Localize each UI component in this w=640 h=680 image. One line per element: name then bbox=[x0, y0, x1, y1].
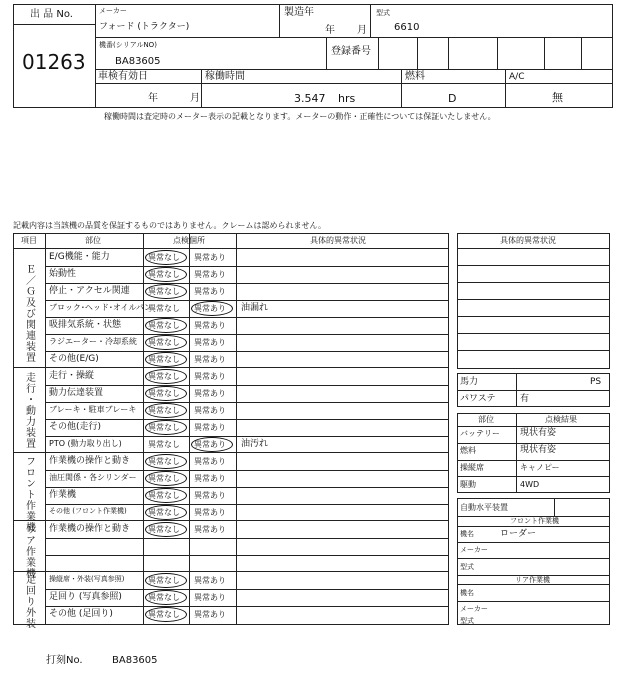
normal-circle-mark bbox=[145, 488, 187, 503]
header-part: 部位 bbox=[85, 236, 101, 245]
hours-note: 稼働時間は査定時のメーター表示の記載となります。メーターの動作・正確性については保証いたしません。 bbox=[104, 112, 496, 121]
rear-implement-title: リア作業機 bbox=[515, 576, 550, 584]
rear-maker-label: メーカー bbox=[460, 605, 488, 613]
row-part-label: E/G機能・能力 bbox=[49, 252, 110, 262]
status-abnormal-option: 異常あり bbox=[194, 610, 226, 619]
serial-value: BA83605 bbox=[115, 56, 161, 67]
status-abnormal-option: 異常あり bbox=[194, 406, 226, 415]
results-result-header: 点検結果 bbox=[545, 415, 577, 424]
normal-circle-mark bbox=[145, 403, 187, 418]
row-part-label: 作業機の操作と動き bbox=[49, 456, 131, 466]
status-normal-option: 異常なし bbox=[148, 321, 180, 330]
rear-model-label: 型式 bbox=[460, 617, 474, 625]
ac-label: A/C bbox=[509, 72, 525, 82]
front-model-label: 型式 bbox=[460, 563, 474, 571]
row-part-label: 操縦席・外装(写真参照) bbox=[49, 575, 125, 583]
status-abnormal-option: 異常あり bbox=[194, 338, 226, 347]
result-fuel-value: 現状有姿 bbox=[520, 445, 557, 455]
status-normal-option: 異常なし bbox=[148, 355, 180, 364]
status-abnormal-option: 異常あり bbox=[194, 508, 226, 517]
normal-circle-mark bbox=[145, 471, 187, 486]
status-abnormal-option: 異常あり bbox=[194, 304, 226, 313]
normal-circle-mark bbox=[145, 522, 187, 537]
stamp-label: 打刻No. bbox=[46, 655, 83, 666]
right-detail-box bbox=[457, 233, 610, 369]
power-steering-value: 有 bbox=[520, 394, 530, 404]
normal-circle-mark bbox=[145, 386, 187, 401]
status-normal-option: 異常なし bbox=[148, 576, 180, 585]
result-drive-label: 駆動 bbox=[460, 480, 476, 489]
row-detail: 油汚れ bbox=[241, 439, 269, 449]
status-normal-option: 異常なし bbox=[148, 457, 180, 466]
abnormal-circle-mark bbox=[191, 437, 233, 452]
normal-circle-mark bbox=[145, 352, 187, 367]
status-abnormal-option: 異常あり bbox=[194, 525, 226, 534]
right-detail-header: 具体的異常状況 bbox=[500, 236, 556, 245]
status-abnormal-option: 異常あり bbox=[194, 593, 226, 602]
header-item: 項目 bbox=[21, 236, 37, 245]
normal-circle-mark bbox=[145, 335, 187, 350]
status-abnormal-option: 異常あり bbox=[194, 355, 226, 364]
fuel-value: D bbox=[448, 92, 457, 105]
maker-value: フォード (トラクター) bbox=[99, 22, 190, 32]
status-normal-option: 異常なし bbox=[148, 338, 180, 347]
normal-circle-mark bbox=[145, 369, 187, 384]
normal-circle-mark bbox=[145, 505, 187, 520]
row-detail: 油漏れ bbox=[241, 303, 269, 313]
normal-circle-mark bbox=[145, 573, 187, 588]
status-normal-option: 異常なし bbox=[148, 270, 180, 279]
row-part-label: 停止・アクセル関連 bbox=[49, 286, 130, 296]
group-title-front: フロント作業機 bbox=[23, 456, 35, 533]
front-maker-label: メーカー bbox=[460, 546, 488, 554]
header-inspection: 点検個所 bbox=[173, 236, 205, 245]
row-part-label: 作業機の操作と動き bbox=[49, 524, 131, 534]
auto-leveling-label: 自動水平装置 bbox=[460, 503, 508, 512]
row-part-label: ラジエーター・冷却系統 bbox=[49, 337, 137, 346]
serial-label: 機番(シリアルNO) bbox=[99, 41, 157, 49]
status-abnormal-option: 異常あり bbox=[194, 372, 226, 381]
result-fuel-label: 燃料 bbox=[460, 446, 476, 455]
row-part-label: 足回り (写真参照) bbox=[49, 592, 122, 602]
rear-name-label: 機名 bbox=[460, 589, 474, 597]
row-part-label: その他(走行) bbox=[49, 422, 102, 432]
lot-number: 01263 bbox=[22, 50, 86, 74]
status-normal-option: 異常なし bbox=[148, 525, 180, 534]
registration-label: 登録番号 bbox=[331, 46, 371, 57]
status-normal-option: 異常なし bbox=[148, 406, 180, 415]
status-abnormal-option: 異常あり bbox=[194, 423, 226, 432]
lot-label: 出 品 No. bbox=[30, 9, 73, 20]
result-battery-label: バッテリー bbox=[460, 429, 500, 438]
row-part-label: 作業機 bbox=[49, 490, 77, 500]
row-part-label: その他(E/G) bbox=[49, 354, 99, 364]
disclaimer: 記載内容は当該機の品質を保証するものではありません。クレームは認められません。 bbox=[13, 221, 326, 230]
status-abnormal-option: 異常あり bbox=[194, 253, 226, 262]
horsepower-label: 馬力 bbox=[460, 377, 479, 387]
normal-circle-mark bbox=[145, 590, 187, 605]
status-normal-option: 異常なし bbox=[148, 253, 180, 262]
front-implement-title: フロント作業機 bbox=[510, 517, 559, 525]
abnormal-circle-mark bbox=[191, 301, 233, 316]
year-label: 製造年 bbox=[284, 7, 314, 18]
result-cab-value: キャノピー bbox=[520, 463, 560, 472]
group-title-rear: リア作業機 bbox=[23, 524, 35, 579]
result-drive-value: 4WD bbox=[520, 480, 540, 489]
status-abnormal-option: 異常あり bbox=[194, 457, 226, 466]
status-normal-option: 異常なし bbox=[148, 287, 180, 296]
normal-circle-mark bbox=[145, 454, 187, 469]
model-value: 6610 bbox=[394, 22, 420, 33]
status-normal-option: 異常なし bbox=[148, 423, 180, 432]
fuel-label: 燃料 bbox=[405, 71, 425, 82]
inspection-month-unit: 月 bbox=[190, 93, 200, 104]
group-title-drive: 走行・動力装置 bbox=[23, 372, 35, 449]
status-abnormal-option: 異常あり bbox=[194, 440, 226, 449]
row-part-label: ブレーキ・駐車ブレーキ bbox=[49, 405, 137, 414]
status-normal-option: 異常なし bbox=[148, 491, 180, 500]
group-title-undercarriage: 足回り外装 bbox=[23, 574, 35, 629]
status-normal-option: 異常なし bbox=[148, 610, 180, 619]
hours-label: 稼働時間 bbox=[205, 71, 245, 82]
status-normal-option: 異常なし bbox=[148, 593, 180, 602]
status-abnormal-option: 異常あり bbox=[194, 321, 226, 330]
result-battery-value: 現状有姿 bbox=[520, 428, 557, 438]
status-abnormal-option: 異常あり bbox=[194, 576, 226, 585]
hours-value: 3.547 bbox=[294, 92, 326, 105]
row-part-label: ブロック･ヘッド･オイルパン bbox=[49, 303, 152, 312]
power-steering-label: パワステ bbox=[460, 394, 496, 404]
status-abnormal-option: 異常あり bbox=[194, 287, 226, 296]
hours-unit: hrs bbox=[338, 92, 356, 105]
inspection-label: 車検有効日 bbox=[98, 71, 148, 82]
normal-circle-mark bbox=[145, 318, 187, 333]
group-title-engine: Ｅ／Ｇ及び関連装置 bbox=[23, 264, 35, 363]
row-part-label: 始動性 bbox=[49, 269, 77, 279]
result-cab-label: 操縦席 bbox=[460, 463, 484, 472]
month-unit: 月 bbox=[357, 25, 367, 36]
front-name-label: 機名 bbox=[460, 530, 474, 538]
status-normal-option: 異常なし bbox=[148, 508, 180, 517]
status-normal-option: 異常なし bbox=[148, 304, 180, 313]
header-detail: 具体的異常状況 bbox=[310, 236, 366, 245]
inspection-year-unit: 年 bbox=[148, 93, 158, 104]
status-abnormal-option: 異常あり bbox=[194, 389, 226, 398]
ac-value: 無 bbox=[552, 91, 563, 104]
row-part-label: その他 (足回り) bbox=[49, 609, 113, 619]
row-part-label: 吸排気系統・状態 bbox=[49, 320, 122, 330]
status-normal-option: 異常なし bbox=[148, 372, 180, 381]
results-part-header: 部位 bbox=[478, 415, 494, 424]
row-part-label: その他 (フロント作業機) bbox=[49, 507, 127, 515]
status-abnormal-option: 異常あり bbox=[194, 491, 226, 500]
status-abnormal-option: 異常あり bbox=[194, 474, 226, 483]
normal-circle-mark bbox=[145, 420, 187, 435]
row-part-label: 油圧関係・各シリンダー bbox=[49, 473, 137, 482]
row-part-label: PTO (動力取り出し) bbox=[49, 439, 122, 448]
row-part-label: 動力伝達装置 bbox=[49, 388, 104, 398]
status-normal-option: 異常なし bbox=[148, 440, 180, 449]
maker-label: メーカー bbox=[99, 7, 127, 15]
horsepower-unit: PS bbox=[590, 377, 602, 387]
status-normal-option: 異常なし bbox=[148, 389, 180, 398]
normal-circle-mark bbox=[145, 284, 187, 299]
status-abnormal-option: 異常あり bbox=[194, 270, 226, 279]
normal-circle-mark bbox=[145, 250, 187, 265]
front-name-value: ローダー bbox=[500, 529, 537, 539]
row-part-label: 走行・操縦 bbox=[49, 371, 95, 381]
year-unit: 年 bbox=[325, 25, 335, 36]
model-label: 型式 bbox=[376, 9, 390, 17]
status-normal-option: 異常なし bbox=[148, 474, 180, 483]
normal-circle-mark bbox=[145, 607, 187, 622]
normal-circle-mark bbox=[145, 267, 187, 282]
stamp-value: BA83605 bbox=[112, 655, 158, 666]
